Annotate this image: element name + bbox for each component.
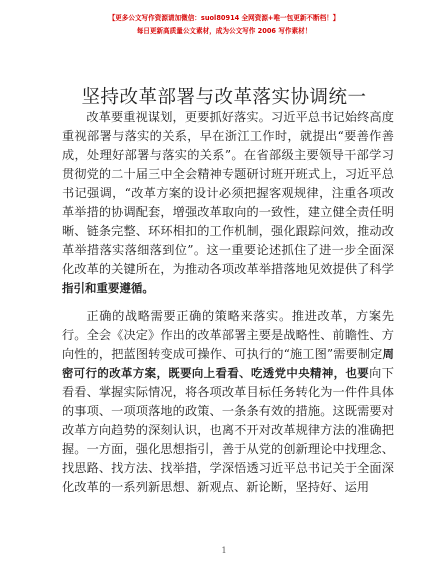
promo-banner-line-2: 每日更新高质量公文素材，成为公文写作 2006 写作素材！ xyxy=(136,27,312,35)
paragraph-1-text: 改革要重视谋划，更要抓好落实。习近平总书记始终高度重视部署与落实的关系，早在浙江工作时，就提出“要善作善成，处理好部署与落实的关系”。在省部级主要领导干部学习贯彻党的二十届三中全会精神专题研讨班开班式上，习近平总书记强调，“改革方案的设计必须把握客观规律，注重各项改革举措的协调配套，增强改革取向的一致性，建立健全责任明晰、链条完整、环环相扣的工作机制，强化跟踪问效，推动改革举措落实落细落到位”。这一重要论述抓住了进一步全面深化改革的关键所在，为推动各项改革举措落地见效提供了科学 xyxy=(62,110,394,276)
paragraph-1 xyxy=(62,108,394,298)
document-title: 坚持改革部署与改革落实协调统一 xyxy=(81,87,367,108)
paragraph-2-part-1: 正确的战略需要正确的策略来落实。推进改革，方案先行。全会《决定》作出的改革部署主要是战略性、前瞻性、方向性的，把蓝图转变成可操作、可执行的“施工图”需要制定 xyxy=(62,309,394,361)
promo-banner-line-1: 【更多公文写作资源请加微信：suol80914 全网资源+唯一包更新不断档！】 xyxy=(108,14,340,22)
paragraph-2 xyxy=(62,307,394,497)
document-body xyxy=(62,108,394,497)
page-number: 1 xyxy=(221,546,227,555)
paragraph-2-bold: 周密可行的改革方案，既要向上看看、吃透党中央精神，也要 xyxy=(62,347,394,380)
paragraph-2-part-2: 向下看看、掌握实际情况，将各项改革目标任务转化为一件件具体的事项、一项项落地的政策、一条条有效的措施。这既需要对改革方向趋势的深刻认识，也离不开对改革规律方法的准确把握。一方面，强化思想指引，善于从党的创新理论中找理念、找思路、找方法、找举措，学深悟透习近平总书记关于全面深化改革的一系列新思想、新观点、新论断，坚持好、运用 xyxy=(62,366,394,494)
paragraph-1-bold-tail: 指引和重要遵循。 xyxy=(62,281,154,295)
